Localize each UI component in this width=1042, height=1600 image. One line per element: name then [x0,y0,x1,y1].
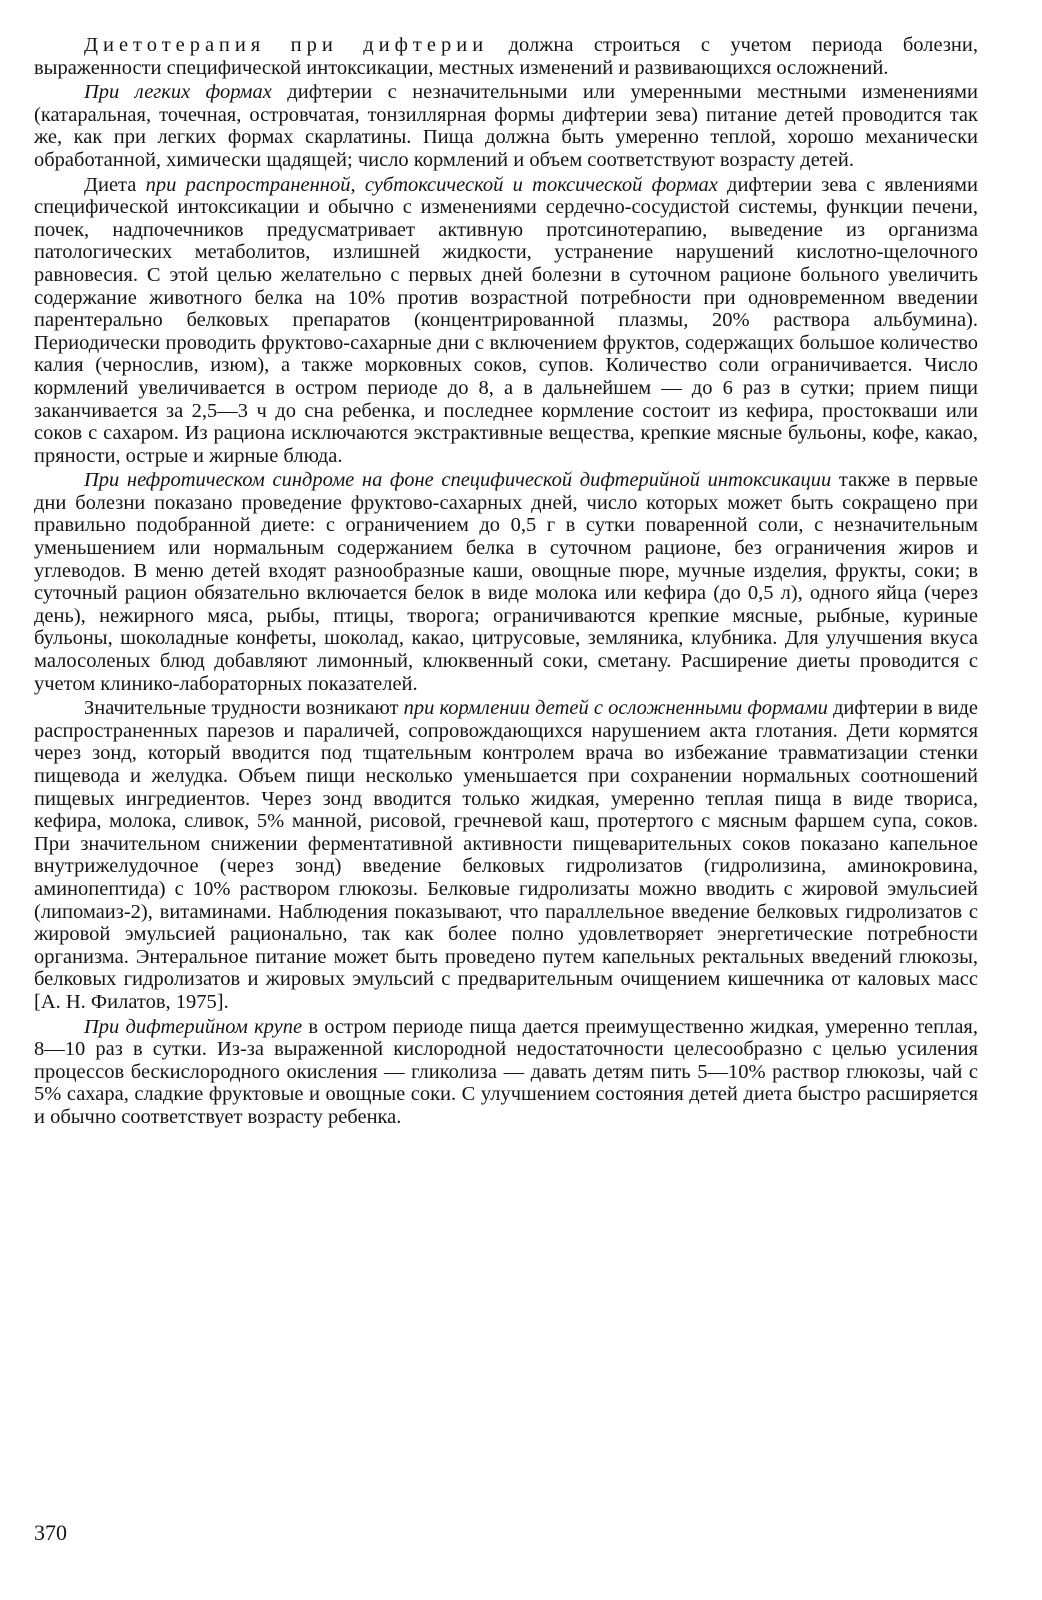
paragraph-text: должна строиться с учетом периода болезни, выраженности специфической интоксикации, местных изменений и развивающихся осложнений. [34,34,978,79]
paragraph-text: дифтерии зева с явлениями специфической интоксикации и обычно с изменениями сердечно-сосудистой системы, функции печени, почек, надпочечников предусматривает активную протсинотерапию, выведение из организма патологических метаболитов, излишней жидкости, устранение нарушений кислотно-щелочного равновесия. С этой целью желательно с первых дней болезни в суточном рационе больного увеличить содержание животного белка на 10% против возрастной потребности при одновременном введении парентерально белковых препаратов (концентрированной плазмы, 20% раствора альбумина). Периодически проводить фруктово-сахарные дни с включением фруктов, содержащих большое количество калия (чернослив, изюм), а также морковных соков, супов. Количество соли ограничивается. Число кормлений увеличивается в остром периоде до 8, а в дальнейшем — до 6 раз в сутки; прием пищи заканчивается за 2,5—3 ч до сна ребенка, и последнее кормление состоит из кефира, простокваши или соков с сахаром. Из рациона исключаются экстрактивные вещества, крепкие мясные бульоны, кофе, какао, пряности, острые и жирные блюда. [34,173,978,467]
italic-phrase: При легких формах [84,81,272,104]
spaced-lead-text: Диетотерапия при дифтерии [84,34,489,56]
paragraph-toxic-forms [34,174,978,468]
italic-phrase: При нефротическом синдроме на фоне специфической дифтерийной интоксикации [84,469,832,492]
paragraph-text-before: Значительные трудности возникают [84,697,404,720]
paragraph-text: в остром периоде пища дается преимущественно жидкая, умеренно теплая, 8—10 раз в сутки. Из-за выраженной кислородной недостаточности целесообразно с целью усиления процессов бескислородного окисления — гликолиза — давать детям пить 5—10% раствор глюкозы, чай с 5% сахара, сладкие фруктовые и овощные соки. С улучшением состояния детей диета быстро расширяется и обычно соответствует возрасту ребенка. [34,1015,978,1128]
book-page [34,34,978,1566]
paragraph-text: также в первые дни болезни показано проведение фруктово-сахарных дней, число которых может быть сокращено при правильно подобранной диете: с ограничением до 0,5 г в сутки поваренной соли, с незначительным уменьшением или нормальным содержанием белка в суточном рационе, без ограничения жиров и углеводов. В меню детей входят разнообразные каши, овощные пюре, мучные изделия, фрукты, соки; в суточный рацион обязательно включается белок в виде молока или кефира (до 0,5 л), одного яйца (через день), нежирного мяса, рыбы, птицы, творога; ограничиваются крепкие мясные, рыбные, куриные бульоны, шоколадные конфеты, шоколад, какао, цитрусовые, земляника, клубника. Для улучшения вкуса малосоленых блюд добавляют лимонный, клюквенный соки, сметану. Расширение диеты проводится с учетом клинико-лабораторных показателей. [34,469,978,695]
page-number: 370 [34,1520,67,1545]
paragraph-complicated-forms [34,697,978,1013]
paragraph-text-before: Диета [84,173,146,196]
italic-phrase: при распространенной, субтоксической и токсической формах [145,173,718,196]
paragraph-nephrotic-syndrome [34,469,978,695]
paragraph-diphtheria-croup [34,1016,978,1129]
paragraph-text: дифтерии в виде распространенных парезов и параличей, сопровождающихся нарушением акта глотания. Дети кормятся через зонд, который вводится под тщательным контролем врача во избежание травматизации стенки пищевода и желудка. Объем пищи несколько уменьшается при сохранении нормальных соотношений пищевых ингредиентов. Через зонд вводится только жидкая, умеренно теплая пища в виде твориса, кефира, молока, сливок, 5% манной, рисовой, гречневой каш, протертого с мясным фаршем супа, соков. При значительном снижении ферментативной активности пищеварительных соков показано капельное внутрижелудочное (через зонд) введение белковых гидролизатов (гидролизина, аминокровина, аминопептида) с 10% раствором глюкозы. Белковые гидролизаты можно вводить с жировой эмульсией (липомаиз-2), витаминами. Наблюдения показывают, что параллельное введение белковых гидролизатов с жировой эмульсией рационально, так как более полно удовлетворяет энергетические потребности организма. Энтеральное питание может быть проведено путем капельных ректальных введений глюкозы, белковых гидролизатов и жировых эмульсий с предварительным очищением кишечника от каловых масс [А. Н. Филатов, 1975]. [34,697,979,1013]
italic-phrase: При дифтерийном крупе [84,1015,303,1038]
paragraph-text: дифтерии с незначительными или умеренными местными изменениями (катаральная, точечная, островчатая, тонзиллярная формы дифтерии зева) питание детей проводится так же, как при легких формах скарлатины. Пища должна быть умеренно теплой, хорошо механически обработанной, химически щадящей; число кормлений и объем соответствуют возрасту детей. [34,81,979,171]
paragraph-diet-therapy [34,34,978,79]
italic-phrase: при кормлении детей с осложненными формами [403,697,828,720]
paragraph-mild-forms [34,81,978,171]
